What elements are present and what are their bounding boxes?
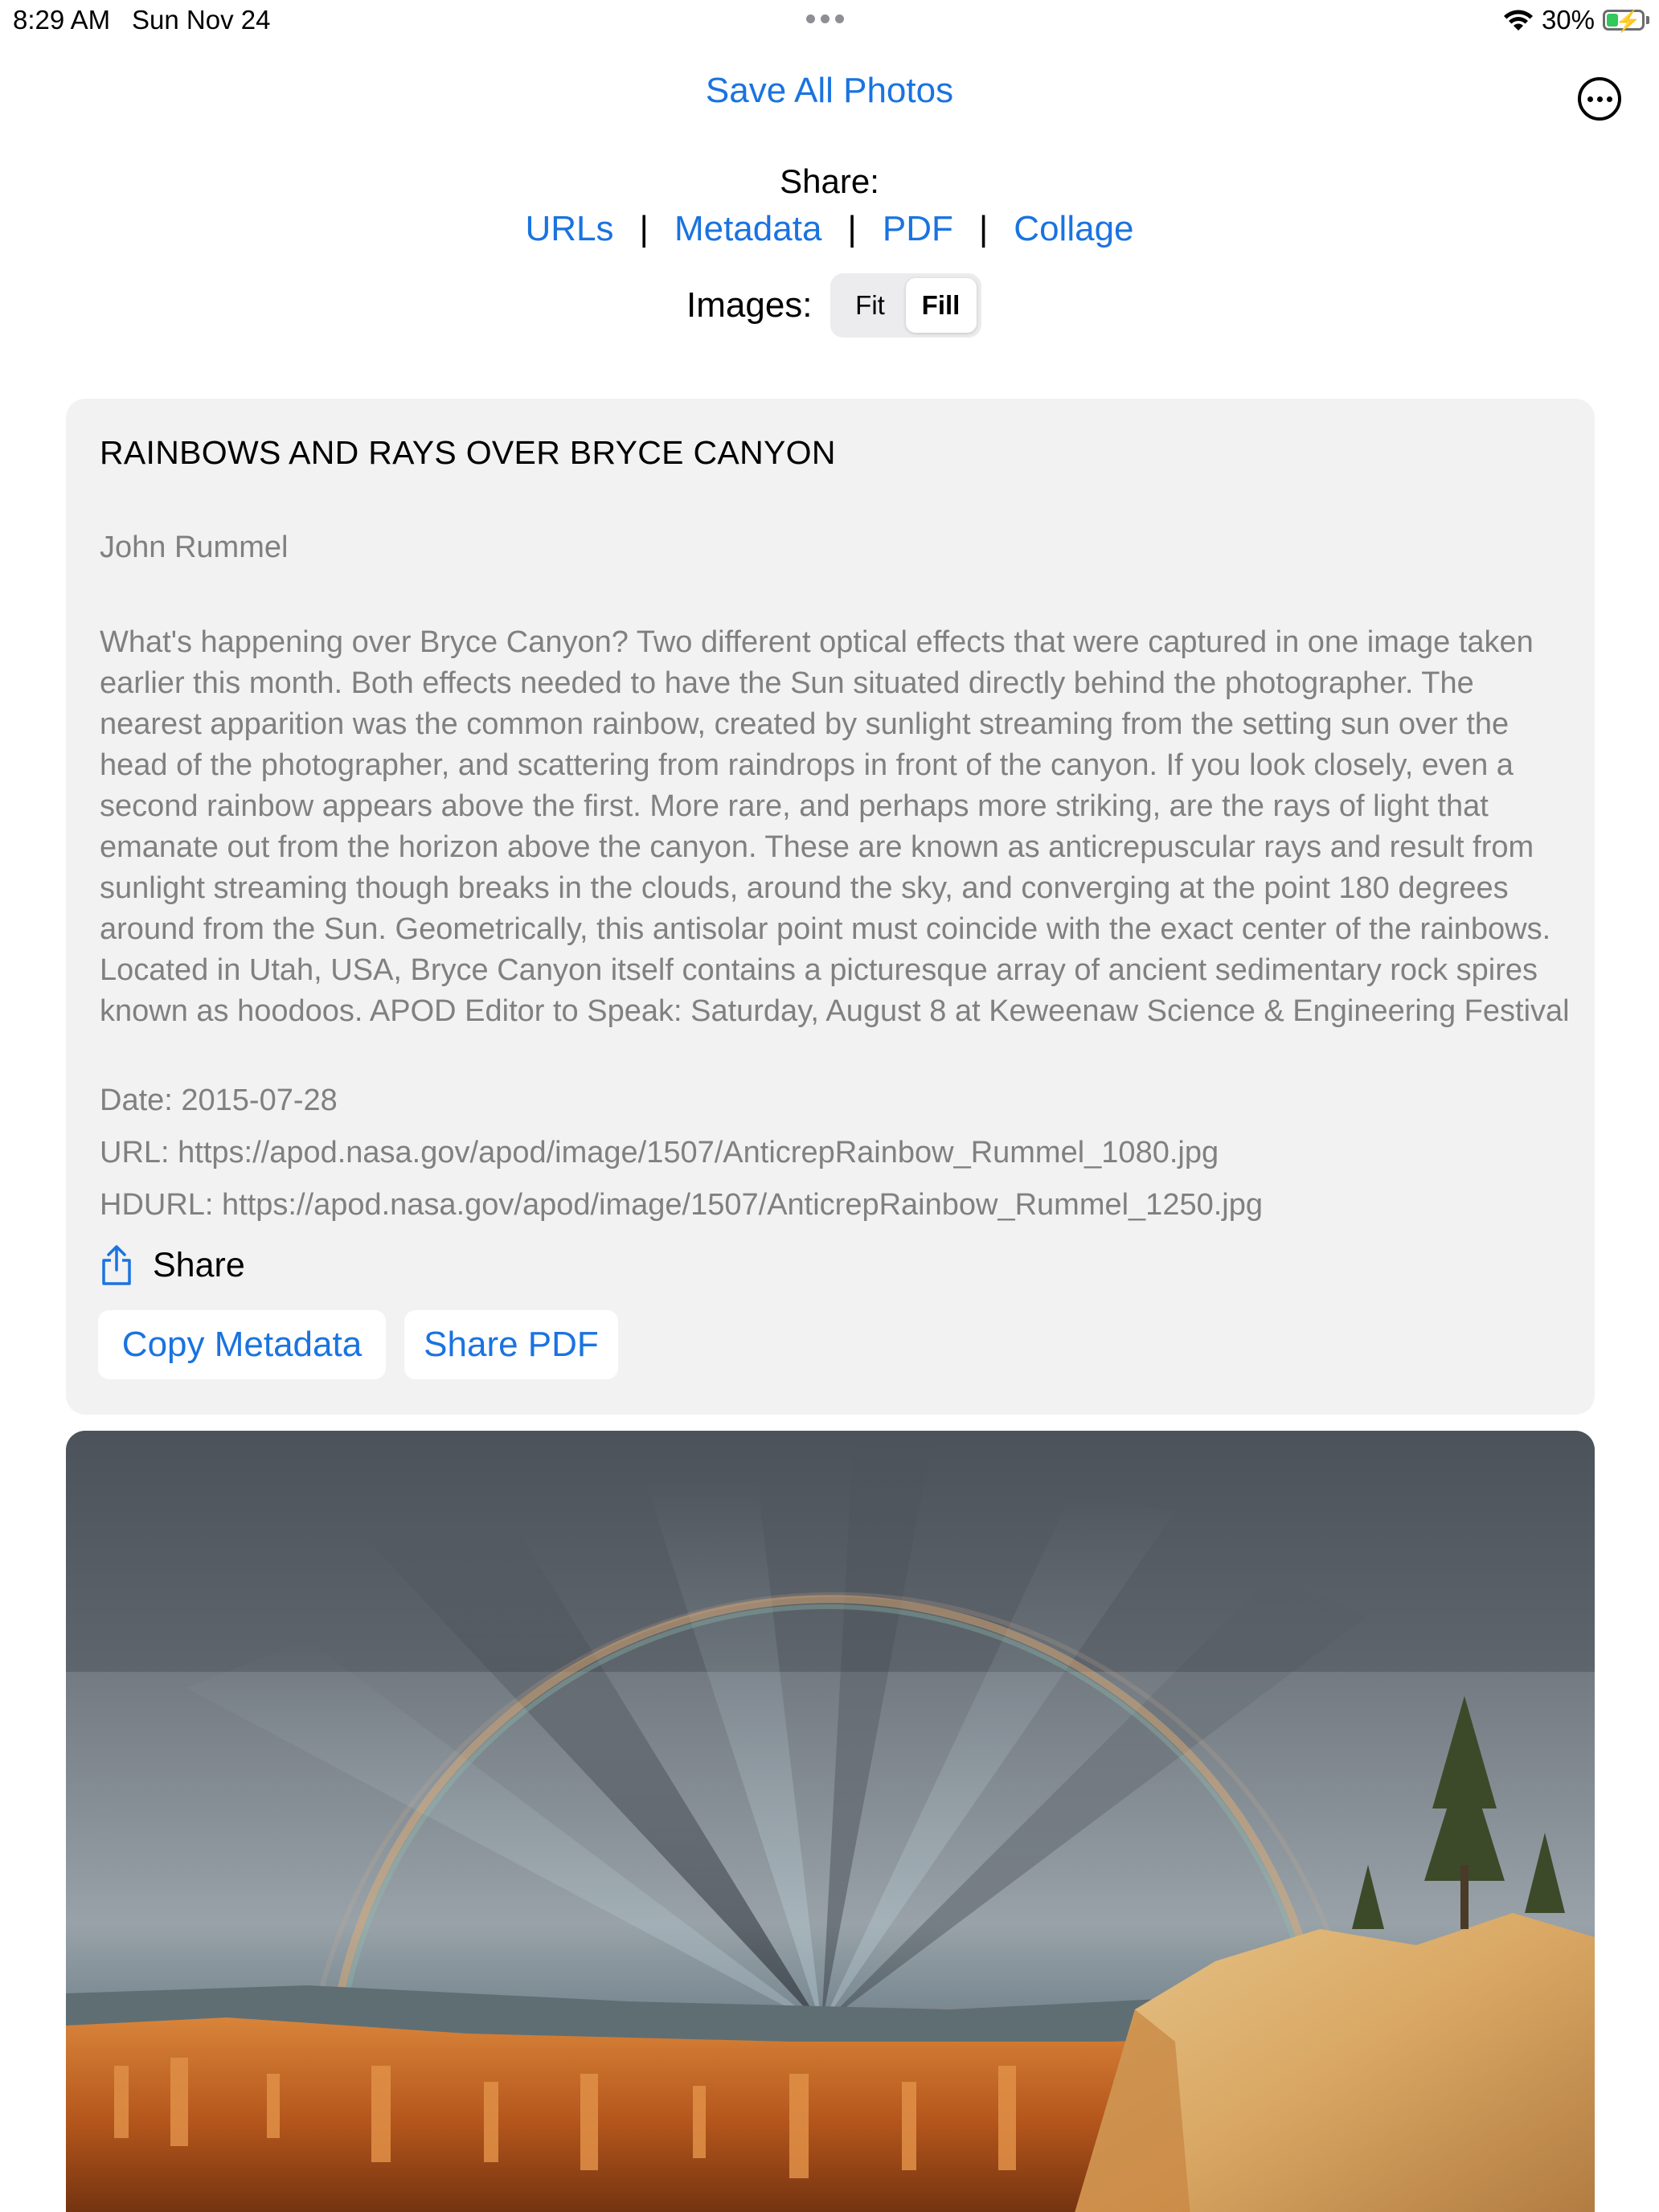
battery-charging-icon: ⚡ (1603, 10, 1645, 31)
segment-fill[interactable]: Fill (906, 278, 977, 333)
card-author: John Rummel (100, 530, 289, 564)
segment-fit[interactable]: Fit (855, 290, 885, 320)
copy-metadata-button[interactable]: Copy Metadata (98, 1310, 386, 1379)
photo-illustration (66, 1431, 1595, 2212)
separator: | (639, 209, 649, 248)
card-title: RAINBOWS AND RAYS OVER BRYCE CANYON (100, 434, 836, 471)
card-hdurl: HDURL: https://apod.nasa.gov/apod/image/1507/AnticrepRainbow_Rummel_1250.jpg (100, 1188, 1263, 1222)
separator: | (978, 209, 989, 248)
separator: | (847, 209, 857, 248)
share-collage-link[interactable]: Collage (1014, 209, 1134, 248)
share-urls-link[interactable]: URLs (525, 209, 614, 248)
card-share-button[interactable] (100, 1244, 245, 1286)
trees (1352, 1696, 1565, 1929)
save-all-photos-button[interactable]: Save All Photos (705, 71, 954, 110)
share-label: Share: (780, 162, 879, 200)
images-mode-row (686, 273, 981, 338)
ellipsis-circle-icon[interactable] (1578, 77, 1621, 121)
multitasking-dots-icon[interactable] (806, 14, 844, 23)
images-label: Images: (686, 285, 813, 325)
status-time: 8:29 AM (13, 5, 111, 35)
apod-photo[interactable] (66, 1431, 1595, 2212)
image-mode-segmented-control[interactable] (830, 273, 981, 338)
share-pdf-link[interactable]: PDF (882, 209, 953, 248)
battery-tip (1646, 16, 1649, 24)
card-description: What's happening over Bryce Canyon? Two different optical effects that were captured in one image taken earlier this month. Both effects needed to have the Sun situated directly behind the photographer. The nearest apparition was the common rainbow, created by sunlight streaming from the setting sun over the head of the photographer, and scattering from raindrops in front of the canyon. If you look closely, even a second rainbow appears above the first. More rare, and perhaps more striking, are the rays of light that emanate out from the horizon above the canyon. These are known as anticrepuscular rays and result from sunlight streaming though breaks in the clouds, around the sky, and converging at the point 180 degrees around from the Sun. Geometrically, this antisolar point must coincide with the exact center of the rainbows. Located in Utah, USA, Bryce Canyon itself contains a picturesque array of ancient sedimentary rock spires known as hoodoos. APOD Editor to Speak: Saturday, August 8 at Keweenaw Science & Engineering Festival (100, 625, 1570, 1028)
share-icon (100, 1244, 133, 1286)
wifi-icon (1503, 8, 1534, 32)
card-date: Date: 2015-07-28 (100, 1083, 338, 1117)
share-label: Share (153, 1245, 245, 1284)
card-url: URL: https://apod.nasa.gov/apod/image/1507/AnticrepRainbow_Rummel_1080.jpg (100, 1136, 1219, 1169)
status-date: Sun Nov 24 (132, 5, 271, 35)
share-pdf-button[interactable]: Share PDF (404, 1310, 618, 1379)
battery-percent: 30% (1541, 5, 1595, 35)
share-links (0, 209, 1659, 249)
apod-card (66, 399, 1595, 1415)
status-right (1503, 5, 1649, 35)
share-metadata-link[interactable]: Metadata (674, 209, 822, 248)
